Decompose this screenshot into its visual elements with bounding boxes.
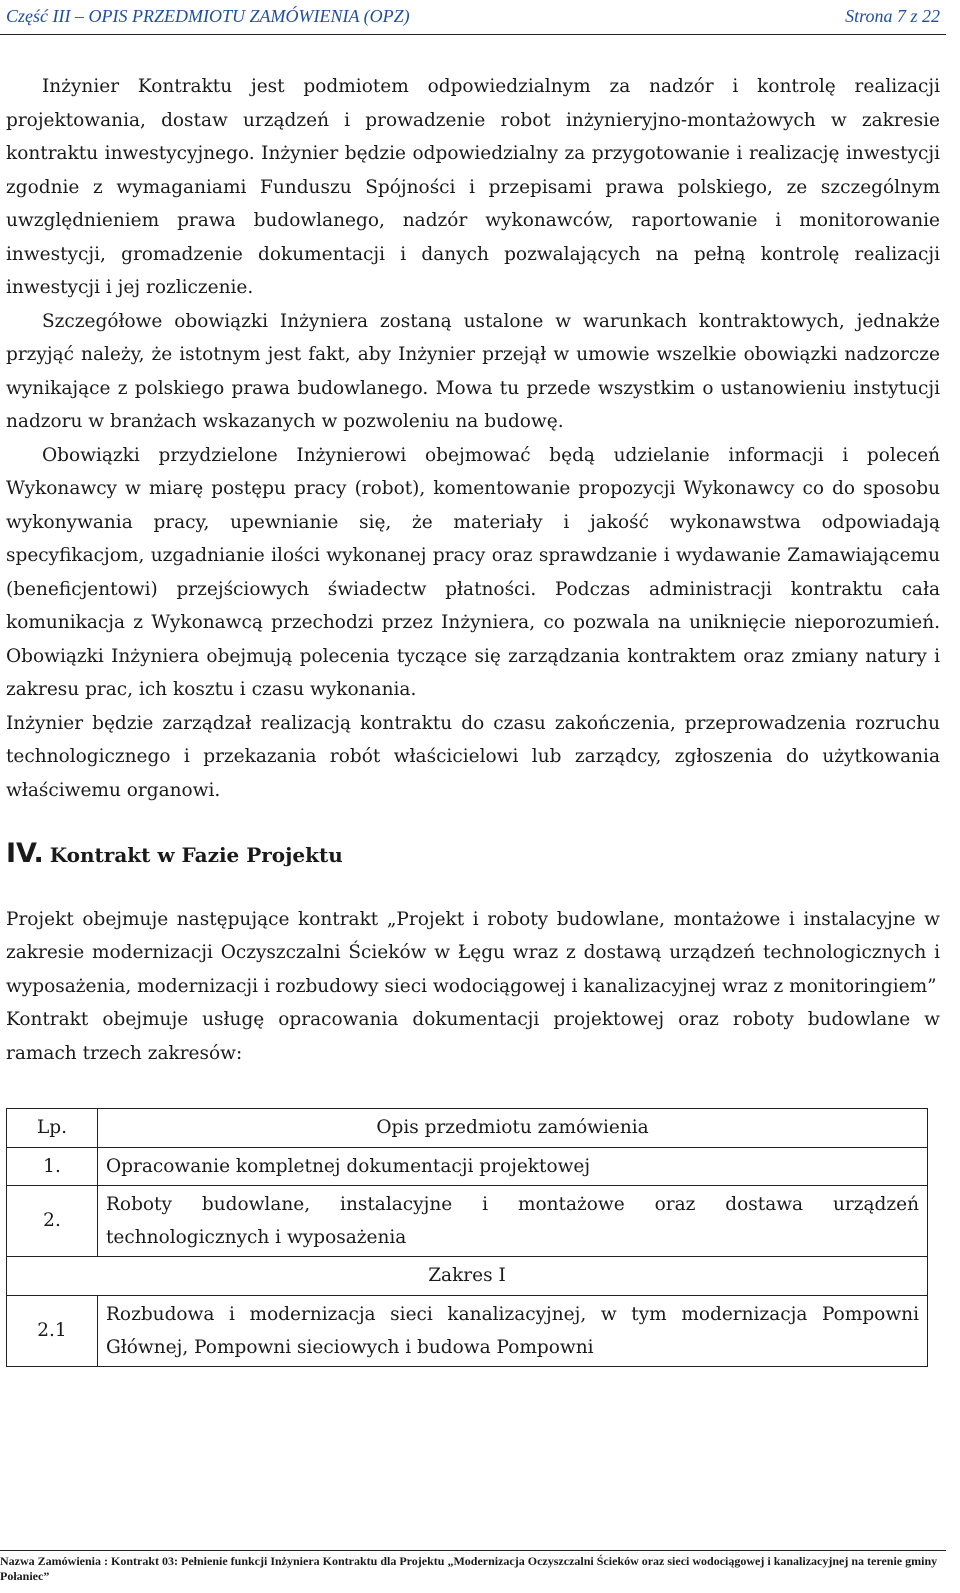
table-zakres-row xyxy=(7,1257,928,1296)
section-heading xyxy=(6,837,940,873)
header-page-number: Strona 7 z 22 xyxy=(845,6,940,26)
paragraph-4: Inżynier będzie zarządzał realizacją kontraktu do czasu zakończenia, przeprowadzenia rozruchu technologicznego i przekazania robót właścicielowi lub zarządcy, zgłoszenia do użytkowania właściwemu organowi. xyxy=(6,712,940,801)
document-body xyxy=(6,70,940,1367)
table-header-desc: Opis przedmiotu zamówienia xyxy=(98,1109,928,1148)
table-cell-lp: 2. xyxy=(7,1186,98,1257)
table-cell-desc: Rozbudowa i modernizacja sieci kanalizacyjnej, w tym modernizacja Pompowni Głównej, Pompowni sieciowych i budowa Pompowni xyxy=(98,1295,928,1366)
page-footer xyxy=(0,1550,946,1584)
paragraph-3: Obowiązki przydzielone Inżynierowi obejmować będą udzielanie informacji i poleceń Wykonawcy w miarę postępu pracy (robot), komentowanie propozycji Wykonawcy co do sposobu wykonywania pracy, upewnianie się, że materiały i jakość wykonawstwa odpowiadają specyfikacjom, uzgadnianie ilości wykonanej pracy oraz sprawdzanie i wydawanie Zamawiającemu (beneficjentowi) przejściowych świadectw płatności. Podczas administracji kontraktu cała komunikacja z Wykonawcą przechodzi przez Inżyniera, co pozwala na uniknięcie nieporozumień. Obowiązki Inżyniera obejmują polecenia tyczące się zarządzania kontraktem oraz zmiany natury i zakresu prac, ich kosztu i czasu wykonania. xyxy=(6,444,940,700)
paragraph-1: Inżynier Kontraktu jest podmiotem odpowiedzialnym za nadzór i kontrolę realizacji projektowania, dostaw urządzeń i prowadzenie robot inżynieryjno-montażowych w zakresie kontraktu inwestycyjnego. Inżynier będzie odpowiedzialny za przygotowanie i realizację inwestycji zgodnie z wymaganiami Funduszu Spójności i przepisami prawa polskiego, ze szczególnym uwzględnieniem prawa budowlanego, nadzór wykonawców, raportowanie i monitorowanie inwestycji, gromadzenie dokumentacji i danych pozwalających na pełną kontrolę realizacji inwestycji i jej rozliczenie. xyxy=(6,76,940,298)
footer-text: Kontrakt 03: Pełnienie funkcji Inżyniera Kontraktu dla Projektu „Modernizacja Oczyszczalni Ścieków oraz sieci wodociągowej i kanalizacyjnej na terenie gminy Połaniec” xyxy=(0,1554,938,1583)
table-cell-lp: 2.1 xyxy=(7,1295,98,1366)
table-header-row xyxy=(7,1109,928,1148)
footer-label: Nazwa Zamówienia : xyxy=(0,1554,111,1568)
header-section-title: Część III – OPIS PRZEDMIOTU ZAMÓWIENIA (OPZ) xyxy=(6,6,410,26)
section-paragraph-2: Kontrakt obejmuje usługę opracowania dokumentacji projektowej oraz roboty budowlane w ramach trzech zakresów: xyxy=(6,1009,940,1064)
table-cell-desc: Roboty budowlane, instalacyjne i montażowe oraz dostawa urządzeń technologicznych i wyposażenia xyxy=(98,1186,928,1257)
table-cell-lp: 1. xyxy=(7,1147,98,1186)
table-row xyxy=(7,1147,928,1186)
section-title: Kontrakt w Fazie Projektu xyxy=(49,843,343,867)
table-header-lp: Lp. xyxy=(7,1109,98,1148)
section-number: IV. xyxy=(6,838,44,869)
section-paragraph-1: Projekt obejmuje następujące kontrakt „Projekt i roboty budowlane, montażowe i instalacyjne w zakresie modernizacji Oczyszczalni Ścieków w Łęgu wraz z dostawą urządzeń technologicznych i wyposażenia, modernizacji i rozbudowy sieci wodociągowej i kanalizacyjnej wraz z monitoringiem” xyxy=(6,908,940,997)
page-header xyxy=(0,0,946,35)
table-cell-desc: Opracowanie kompletnej dokumentacji projektowej xyxy=(98,1147,928,1186)
scope-table xyxy=(6,1108,928,1367)
table-zakres-label: Zakres I xyxy=(7,1257,928,1296)
table-row xyxy=(7,1295,928,1366)
paragraph-2: Szczegółowe obowiązki Inżyniera zostaną ustalone w warunkach kontraktowych, jednakże przyjąć należy, że istotnym jest fakt, aby Inżynier przejął w umowie wszelkie obowiązki nadzorcze wynikające z polskiego prawa budowlanego. Mowa tu przede wszystkim o ustanowieniu instytucji nadzoru w branżach wskazanych w pozwoleniu na budowę. xyxy=(6,310,940,432)
table-row xyxy=(7,1186,928,1257)
